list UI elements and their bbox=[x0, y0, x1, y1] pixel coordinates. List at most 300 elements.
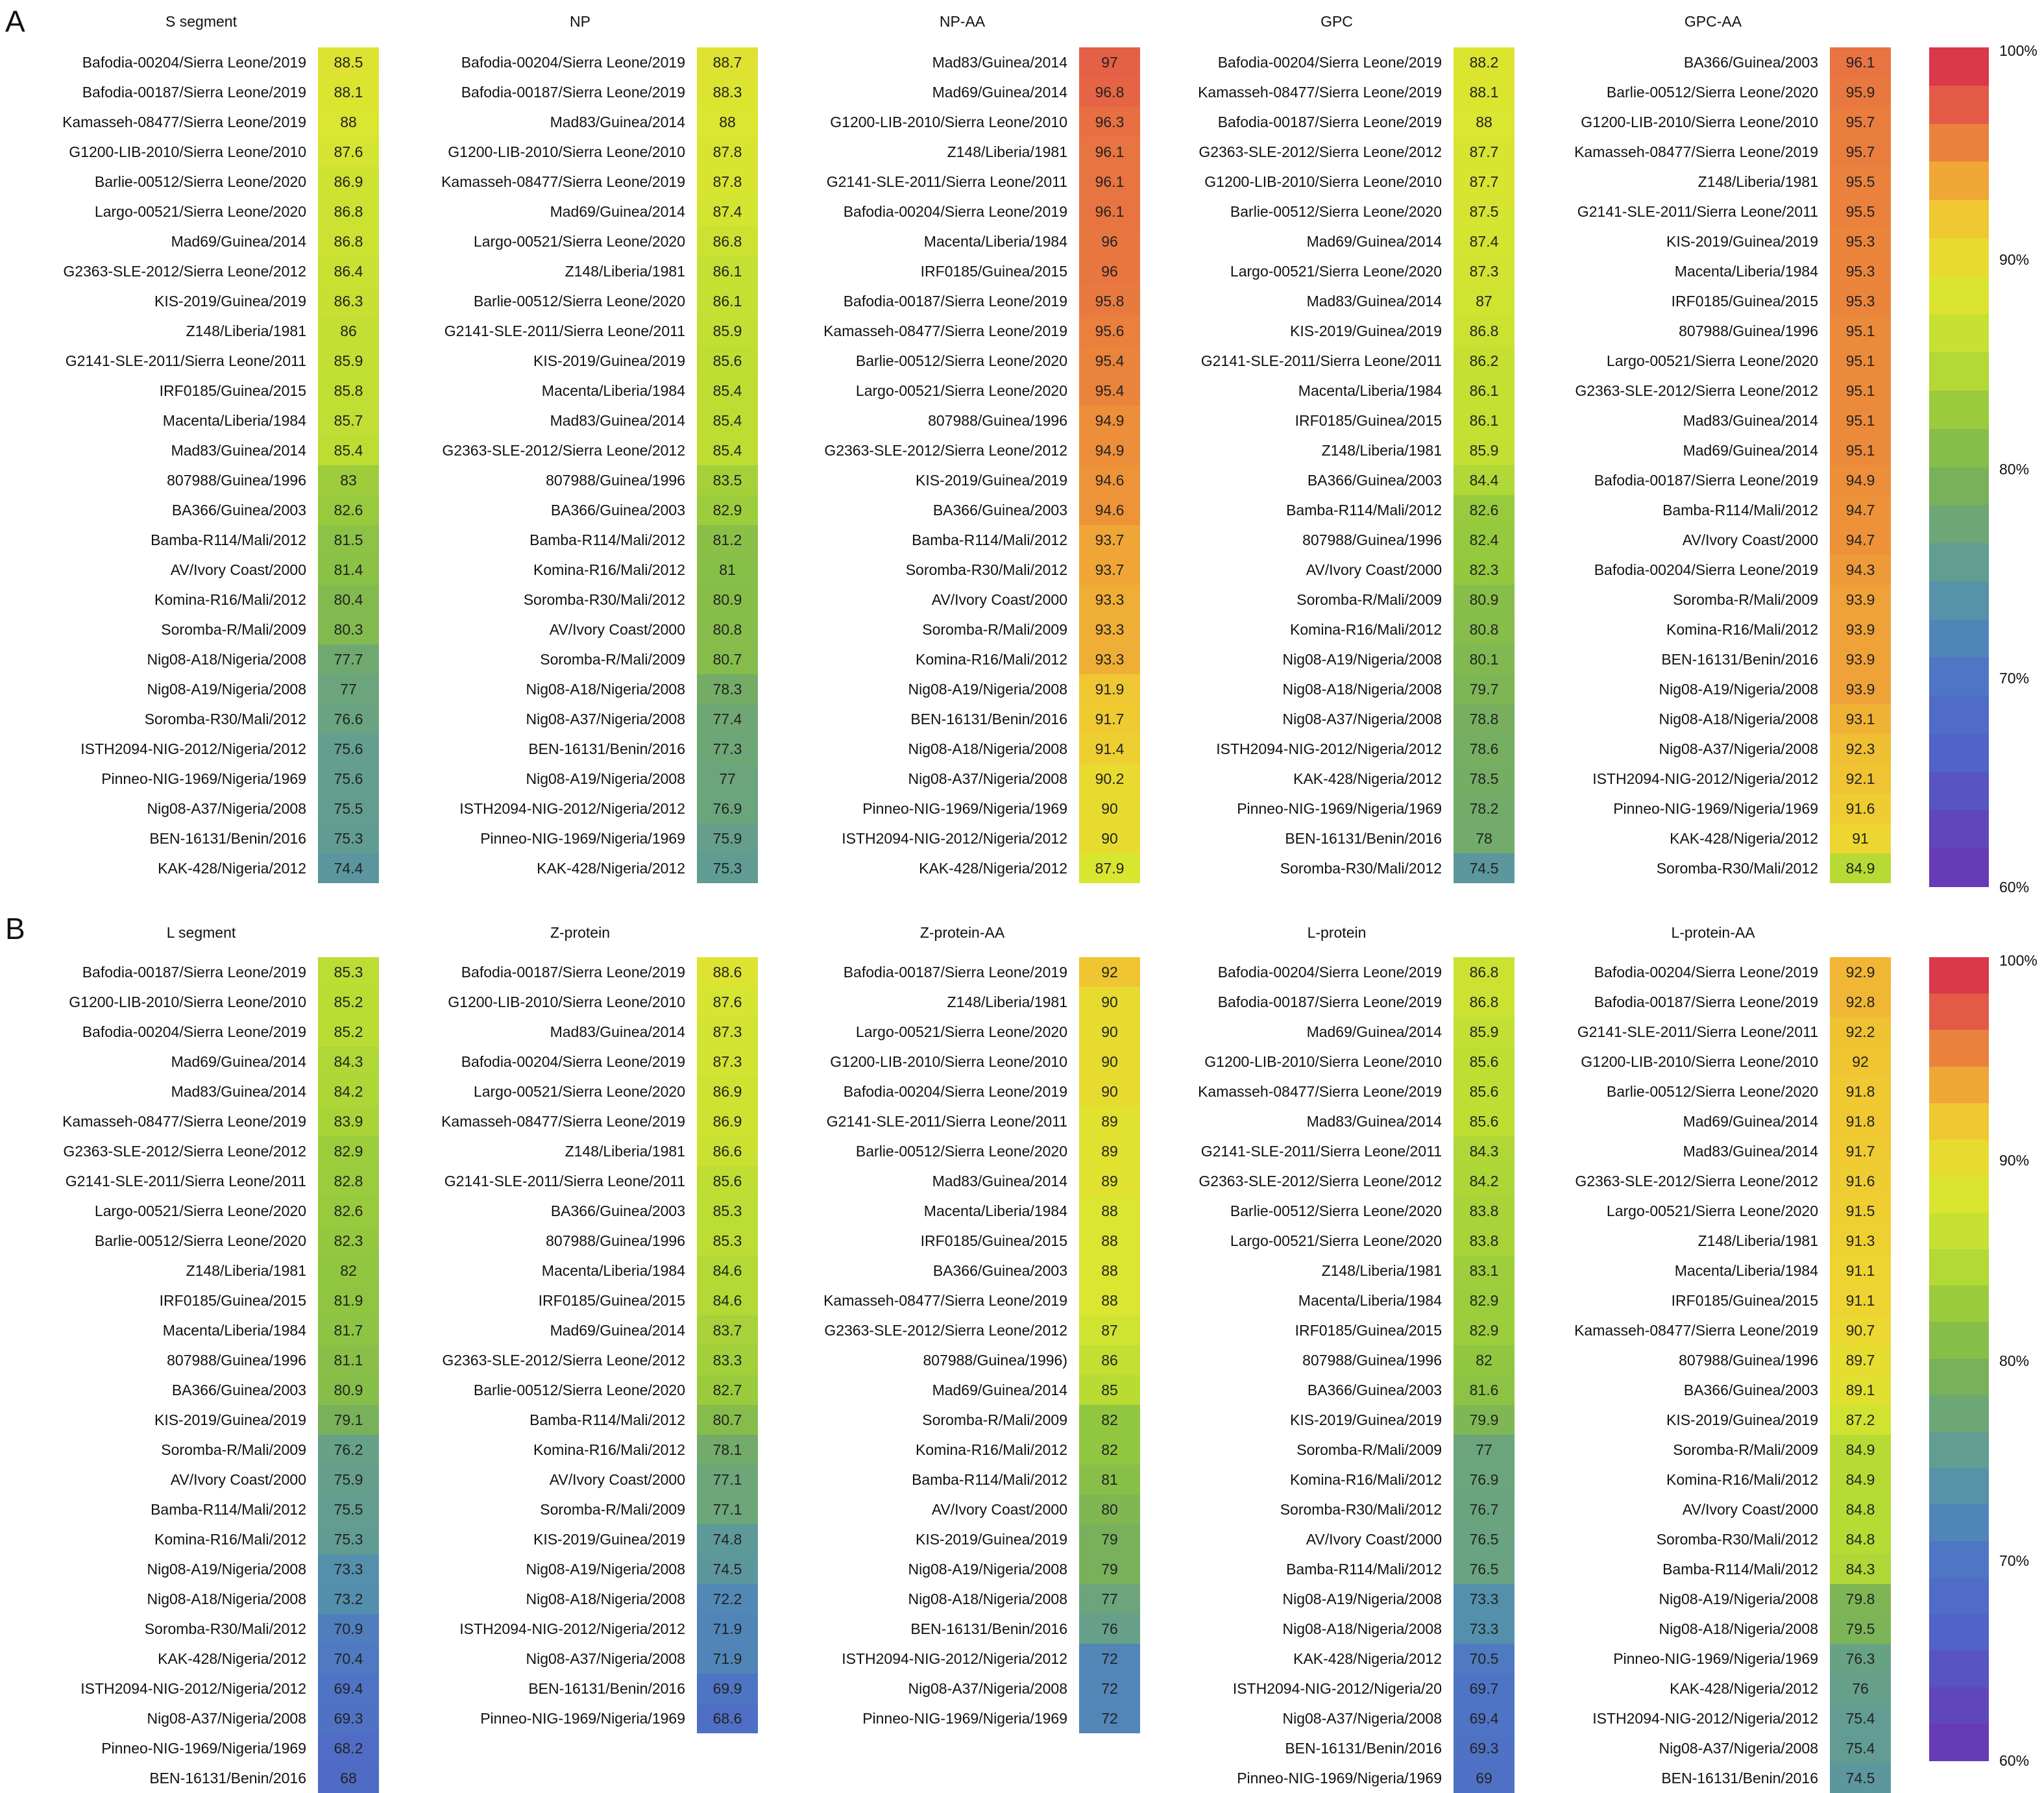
heatmap-cell: 74.5 bbox=[1454, 853, 1515, 883]
heatmap-cell: 73.3 bbox=[318, 1554, 379, 1584]
row-label: Nig08-A19/Nigeria/2008 bbox=[1282, 651, 1442, 668]
row-label: Barlie-00512/Sierra Leone/2020 bbox=[473, 293, 685, 310]
heatmap-cell: 77.3 bbox=[697, 734, 758, 764]
heatmap-cell: 80.8 bbox=[697, 615, 758, 644]
heatmap-cell: 94.9 bbox=[1079, 435, 1140, 465]
color-scale-band bbox=[1929, 467, 1989, 506]
heatmap-cell: 74.8 bbox=[697, 1524, 758, 1554]
row-label: ISTH2094-NIG-2012/Nigeria/2012 bbox=[459, 1620, 685, 1637]
row-label: AV/Ivory Coast/2000 bbox=[1306, 561, 1442, 578]
row-label: G2141-SLE-2011/Sierra Leone/2011 bbox=[444, 1173, 685, 1189]
row-label: Soromba-R30/Mali/2012 bbox=[144, 711, 306, 727]
row-label: Largo-00521/Sierra Leone/2020 bbox=[1606, 352, 1818, 369]
heatmap-cell: 84.2 bbox=[1454, 1166, 1515, 1196]
heatmap-cell: 89 bbox=[1079, 1136, 1140, 1166]
row-label: Largo-00521/Sierra Leone/2020 bbox=[1230, 1232, 1442, 1249]
row-label: IRF0185/Guinea/2015 bbox=[1671, 1292, 1818, 1309]
heatmap-cell: 88 bbox=[1079, 1226, 1140, 1256]
heatmap-cell: 95.1 bbox=[1830, 406, 1891, 435]
heatmap-cell: 77 bbox=[318, 674, 379, 704]
row-label: IRF0185/Guinea/2015 bbox=[920, 263, 1067, 280]
heatmap-cell: 93.9 bbox=[1830, 615, 1891, 644]
heatmap-cell: 85.6 bbox=[1454, 1047, 1515, 1077]
row-label: KIS-2019/Guinea/2019 bbox=[533, 1531, 685, 1548]
color-scale-band bbox=[1929, 1140, 1989, 1177]
row-label: BA366/Guinea/2003 bbox=[1683, 1382, 1818, 1398]
heatmap-cell: 85.6 bbox=[697, 1166, 758, 1196]
row-label: Soromba-R30/Mali/2012 bbox=[1656, 860, 1818, 877]
heatmap-cell: 84.9 bbox=[1830, 853, 1891, 883]
heatmap-cell: 89.7 bbox=[1830, 1345, 1891, 1375]
row-label: 807988/Guinea/1996 bbox=[167, 472, 306, 489]
heatmap-cell: 79.7 bbox=[1454, 674, 1515, 704]
row-label: G1200-LIB-2010/Sierra Leone/2010 bbox=[830, 1053, 1067, 1070]
row-label: IRF0185/Guinea/2015 bbox=[538, 1292, 685, 1309]
color-scale-band bbox=[1929, 276, 1989, 315]
row-label: Bamba-R114/Mali/2012 bbox=[529, 531, 685, 548]
heatmap-cell: 86.3 bbox=[318, 286, 379, 316]
row-label: Pinneo-NIG-1969/Nigeria/1969 bbox=[1613, 800, 1818, 817]
row-label: Soromba-R30/Mali/2012 bbox=[1280, 1501, 1442, 1518]
row-label: G1200-LIB-2010/Sierra Leone/2010 bbox=[830, 114, 1067, 130]
row-label: BA366/Guinea/2003 bbox=[171, 502, 306, 518]
row-label: 807988/Guinea/1996 bbox=[1302, 1352, 1442, 1369]
heatmap-cell: 93.3 bbox=[1079, 615, 1140, 644]
heatmap-cell: 82.8 bbox=[318, 1166, 379, 1196]
row-label: 807988/Guinea/1996 bbox=[928, 412, 1067, 429]
heatmap-cell: 86 bbox=[1079, 1345, 1140, 1375]
heatmap-cell: 79.1 bbox=[318, 1405, 379, 1435]
heatmap-cell: 95.6 bbox=[1079, 316, 1140, 346]
heatmap-cell: 93.7 bbox=[1079, 555, 1140, 585]
row-label: Bafodia-00204/Sierra Leone/2019 bbox=[843, 1083, 1067, 1100]
heatmap-cell: 91.8 bbox=[1830, 1077, 1891, 1106]
heatmap-cell: 79 bbox=[1079, 1554, 1140, 1584]
heatmap-cell: 82.9 bbox=[697, 495, 758, 525]
heatmap-cell: 80.1 bbox=[1454, 644, 1515, 674]
heatmap-cell: 75.9 bbox=[318, 1465, 379, 1494]
heatmap-cell: 92.2 bbox=[1830, 1017, 1891, 1047]
row-label: G1200-LIB-2010/Sierra Leone/2010 bbox=[1581, 1053, 1818, 1070]
row-label: Kamasseh-08477/Sierra Leone/2019 bbox=[1198, 84, 1442, 101]
heatmap-cell: 90 bbox=[1079, 1077, 1140, 1106]
heatmap-cell: 83 bbox=[318, 465, 379, 495]
row-label: Komina-R16/Mali/2012 bbox=[1666, 621, 1818, 638]
heatmap-cell: 69 bbox=[1454, 1763, 1515, 1793]
heatmap-cell: 96.1 bbox=[1079, 167, 1140, 197]
heatmap-cell: 87.4 bbox=[697, 197, 758, 226]
row-label: Mad83/Guinea/2014 bbox=[1306, 293, 1442, 310]
row-label: Nig08-A18/Nigeria/2008 bbox=[1282, 1620, 1442, 1637]
row-label: BA366/Guinea/2003 bbox=[550, 502, 685, 518]
row-label: BEN-16131/Benin/2016 bbox=[910, 711, 1067, 727]
heatmap-cell: 87.5 bbox=[1454, 197, 1515, 226]
color-scale-tick-label: 90% bbox=[1999, 251, 2030, 268]
color-scale-band bbox=[1929, 772, 1989, 811]
row-label: BEN-16131/Benin/2016 bbox=[528, 740, 685, 757]
heatmap-cell: 73.2 bbox=[318, 1584, 379, 1614]
row-label: G2141-SLE-2011/Sierra Leone/2011 bbox=[65, 1173, 306, 1189]
heatmap-cell: 74.5 bbox=[1830, 1763, 1891, 1793]
heatmap-cell: 78.2 bbox=[1454, 794, 1515, 823]
heatmap-cell: 91.6 bbox=[1830, 794, 1891, 823]
row-label: G2141-SLE-2011/Sierra Leone/2011 bbox=[65, 352, 306, 369]
color-scale-band bbox=[1929, 1687, 1989, 1725]
row-label: Bafodia-00204/Sierra Leone/2019 bbox=[82, 54, 306, 71]
row-label: Bafodia-00204/Sierra Leone/2019 bbox=[1217, 964, 1442, 981]
heatmap-cell: 72 bbox=[1079, 1644, 1140, 1674]
heatmap-cell: 81.1 bbox=[318, 1345, 379, 1375]
row-label: Pinneo-NIG-1969/Nigeria/1969 bbox=[1237, 800, 1442, 817]
row-label: Bafodia-00187/Sierra Leone/2019 bbox=[1594, 472, 1818, 489]
row-label: Mad83/Guinea/2014 bbox=[1683, 1143, 1818, 1160]
row-label: G1200-LIB-2010/Sierra Leone/2010 bbox=[448, 143, 685, 160]
heatmap-cell: 79.8 bbox=[1830, 1584, 1891, 1614]
row-label: Soromba-R/Mali/2009 bbox=[1296, 1441, 1442, 1458]
row-label: IRF0185/Guinea/2015 bbox=[920, 1232, 1067, 1249]
heatmap-cell: 82.3 bbox=[1454, 555, 1515, 585]
heatmap-cell: 95.3 bbox=[1830, 256, 1891, 286]
heatmap-cell: 84.8 bbox=[1830, 1494, 1891, 1524]
row-label: AV/Ivory Coast/2000 bbox=[931, 591, 1067, 608]
color-scale-tick-label: 100% bbox=[1999, 952, 2038, 969]
row-label: Nig08-A18/Nigeria/2008 bbox=[1282, 681, 1442, 698]
row-label: Nig08-A18/Nigeria/2008 bbox=[526, 1591, 685, 1607]
heatmap-cell: 82.4 bbox=[1454, 525, 1515, 555]
color-scale-band bbox=[1929, 352, 1989, 391]
row-label: KAK-428/Nigeria/2012 bbox=[537, 860, 685, 877]
row-label: Soromba-R/Mali/2009 bbox=[1296, 591, 1442, 608]
heatmap-cell: 91.3 bbox=[1830, 1226, 1891, 1256]
heatmap-cell: 92.1 bbox=[1830, 764, 1891, 794]
row-label: Nig08-A37/Nigeria/2008 bbox=[147, 1710, 306, 1727]
heatmap-cell: 74.4 bbox=[318, 853, 379, 883]
row-label: Bamba-R114/Mali/2012 bbox=[912, 1471, 1067, 1488]
row-label: G2363-SLE-2012/Sierra Leone/2012 bbox=[63, 1143, 306, 1160]
row-label: G2141-SLE-2011/Sierra Leone/2011 bbox=[1577, 203, 1818, 220]
row-label: KIS-2019/Guinea/2019 bbox=[1666, 233, 1818, 250]
row-label: Nig08-A37/Nigeria/2008 bbox=[908, 1680, 1067, 1697]
heatmap-cell: 84.6 bbox=[697, 1286, 758, 1315]
row-label: G2363-SLE-2012/Sierra Leone/2012 bbox=[1575, 1173, 1818, 1189]
row-label: Nig08-A19/Nigeria/2008 bbox=[1282, 1591, 1442, 1607]
heatmap-cell: 72 bbox=[1079, 1703, 1140, 1733]
heatmap-cell: 83.5 bbox=[697, 465, 758, 495]
heatmap-cell: 86.8 bbox=[318, 226, 379, 256]
row-label: Mad83/Guinea/2014 bbox=[1683, 412, 1818, 429]
heatmap-cell: 92.9 bbox=[1830, 957, 1891, 987]
row-label: Komina-R16/Mali/2012 bbox=[533, 1441, 685, 1458]
row-label: Bafodia-00204/Sierra Leone/2019 bbox=[1217, 54, 1442, 71]
row-label: Nig08-A37/Nigeria/2008 bbox=[908, 770, 1067, 787]
heatmap-cell: 88.6 bbox=[697, 957, 758, 987]
heatmap-cell: 82 bbox=[1454, 1345, 1515, 1375]
heatmap-cell: 78.8 bbox=[1454, 704, 1515, 734]
row-label: BEN-16131/Benin/2016 bbox=[149, 1770, 306, 1787]
row-label: Soromba-R/Mali/2009 bbox=[922, 1411, 1067, 1428]
row-label: AV/Ivory Coast/2000 bbox=[1306, 1531, 1442, 1548]
heatmap-cell: 92 bbox=[1830, 1047, 1891, 1077]
heatmap-cell: 75.5 bbox=[318, 794, 379, 823]
color-scale-band bbox=[1929, 696, 1989, 735]
heatmap-cell: 85.2 bbox=[318, 1017, 379, 1047]
row-label: Macenta/Liberia/1984 bbox=[1674, 263, 1818, 280]
heatmap-cell: 95.7 bbox=[1830, 137, 1891, 167]
color-scale-band bbox=[1929, 1650, 1989, 1688]
row-label: Bamba-R114/Mali/2012 bbox=[1662, 502, 1818, 518]
row-label: BA366/Guinea/2003 bbox=[932, 1262, 1067, 1279]
heatmap-cell: 75.3 bbox=[318, 1524, 379, 1554]
row-label: Z148/Liberia/1981 bbox=[1321, 442, 1442, 459]
heatmap-cell: 74.5 bbox=[697, 1554, 758, 1584]
heatmap-cell: 82.6 bbox=[1454, 495, 1515, 525]
heatmap-cell: 87.6 bbox=[697, 987, 758, 1017]
heatmap-cell: 87.7 bbox=[1454, 167, 1515, 197]
row-label: Nig08-A37/Nigeria/2008 bbox=[1659, 740, 1818, 757]
row-label: Komina-R16/Mali/2012 bbox=[916, 1441, 1067, 1458]
row-label: AV/Ivory Coast/2000 bbox=[1682, 1501, 1818, 1518]
column-title: NP bbox=[570, 13, 590, 30]
row-label: Bafodia-00204/Sierra Leone/2019 bbox=[82, 1023, 306, 1040]
color-scale-tick-label: 80% bbox=[1999, 461, 2030, 478]
heatmap-cell: 86.1 bbox=[697, 256, 758, 286]
row-label: Barlie-00512/Sierra Leone/2020 bbox=[473, 1382, 685, 1398]
color-scale-band bbox=[1929, 86, 1989, 125]
row-label: KAK-428/Nigeria/2012 bbox=[158, 1650, 306, 1667]
heatmap-cell: 86 bbox=[318, 316, 379, 346]
heatmap-cell: 77.1 bbox=[697, 1494, 758, 1524]
row-label: Nig08-A18/Nigeria/2008 bbox=[908, 1591, 1067, 1607]
row-label: AV/Ivory Coast/2000 bbox=[931, 1501, 1067, 1518]
heatmap-cell: 78.3 bbox=[697, 674, 758, 704]
row-label: Nig08-A19/Nigeria/2008 bbox=[908, 681, 1067, 698]
row-label: Soromba-R/Mali/2009 bbox=[540, 651, 685, 668]
color-scale-band bbox=[1929, 810, 1989, 849]
row-label: Soromba-R30/Mali/2012 bbox=[1656, 1531, 1818, 1548]
row-label: KAK-428/Nigeria/2012 bbox=[158, 860, 306, 877]
heatmap-cell: 87.3 bbox=[697, 1017, 758, 1047]
row-label: Largo-00521/Sierra Leone/2020 bbox=[94, 203, 306, 220]
heatmap-cell: 91.1 bbox=[1830, 1256, 1891, 1286]
heatmap-cell: 88.5 bbox=[318, 47, 379, 77]
heatmap-cell: 93.9 bbox=[1830, 644, 1891, 674]
heatmap-cell: 95.5 bbox=[1830, 197, 1891, 226]
heatmap-cell: 83.8 bbox=[1454, 1226, 1515, 1256]
row-label: G2141-SLE-2011/Sierra Leone/2011 bbox=[1200, 1143, 1442, 1160]
row-label: Bamba-R114/Mali/2012 bbox=[1662, 1561, 1818, 1578]
heatmap-cell: 86.8 bbox=[1454, 987, 1515, 1017]
row-label: BEN-16131/Benin/2016 bbox=[528, 1680, 685, 1697]
row-label: Barlie-00512/Sierra Leone/2020 bbox=[94, 1232, 306, 1249]
heatmap-cell: 87.3 bbox=[1454, 256, 1515, 286]
heatmap-cell: 69.7 bbox=[1454, 1674, 1515, 1703]
color-scale-band bbox=[1929, 314, 1989, 353]
row-label: Komina-R16/Mali/2012 bbox=[154, 591, 306, 608]
heatmap-cell: 89 bbox=[1079, 1106, 1140, 1136]
row-label: Bafodia-00204/Sierra Leone/2019 bbox=[1594, 964, 1818, 981]
row-label: Z148/Liberia/1981 bbox=[186, 1262, 306, 1279]
heatmap-cell: 77.1 bbox=[697, 1465, 758, 1494]
row-label: G2363-SLE-2012/Sierra Leone/2012 bbox=[1198, 1173, 1442, 1189]
heatmap-cell: 87.3 bbox=[697, 1047, 758, 1077]
row-label: KIS-2019/Guinea/2019 bbox=[154, 1411, 306, 1428]
heatmap-cell: 85.9 bbox=[318, 346, 379, 376]
color-scale-tick-label: 90% bbox=[1999, 1152, 2030, 1169]
row-label: Nig08-A19/Nigeria/2008 bbox=[526, 1561, 685, 1578]
row-label: Nig08-A37/Nigeria/2008 bbox=[526, 1650, 685, 1667]
row-label: Bafodia-00187/Sierra Leone/2019 bbox=[843, 964, 1067, 981]
color-scale-band bbox=[1929, 429, 1989, 468]
row-label: Mad83/Guinea/2014 bbox=[550, 114, 685, 130]
row-label: KIS-2019/Guinea/2019 bbox=[154, 293, 306, 310]
row-label: Z148/Liberia/1981 bbox=[1697, 173, 1818, 190]
heatmap-cell: 76 bbox=[1079, 1614, 1140, 1644]
heatmap-cell: 88.1 bbox=[318, 77, 379, 107]
row-label: Nig08-A18/Nigeria/2008 bbox=[526, 681, 685, 698]
column-title: L-protein bbox=[1307, 924, 1367, 941]
row-label: AV/Ivory Coast/2000 bbox=[170, 1471, 306, 1488]
row-label: Barlie-00512/Sierra Leone/2020 bbox=[855, 352, 1067, 369]
row-label: Bafodia-00187/Sierra Leone/2019 bbox=[461, 964, 685, 981]
row-label: Largo-00521/Sierra Leone/2020 bbox=[94, 1202, 306, 1219]
color-scale-tick-label: 70% bbox=[1999, 670, 2030, 687]
heatmap-cell: 75.4 bbox=[1830, 1733, 1891, 1763]
heatmap-cell: 85.9 bbox=[1454, 1017, 1515, 1047]
heatmap-cell: 82.6 bbox=[318, 495, 379, 525]
row-label: BEN-16131/Benin/2016 bbox=[1661, 1770, 1818, 1787]
heatmap-cell: 82.3 bbox=[318, 1226, 379, 1256]
row-label: Barlie-00512/Sierra Leone/2020 bbox=[1606, 1083, 1818, 1100]
color-scale-band bbox=[1929, 543, 1989, 582]
heatmap-cell: 81.7 bbox=[318, 1315, 379, 1345]
row-label: G1200-LIB-2010/Sierra Leone/2010 bbox=[448, 994, 685, 1010]
heatmap-cell: 76.5 bbox=[1454, 1524, 1515, 1554]
heatmap-cell: 76.3 bbox=[1830, 1644, 1891, 1674]
color-scale-band bbox=[1929, 505, 1989, 544]
heatmap-cell: 84.9 bbox=[1830, 1435, 1891, 1465]
row-label: G2363-SLE-2012/Sierra Leone/2012 bbox=[1575, 382, 1818, 399]
heatmap-cell: 90.7 bbox=[1830, 1315, 1891, 1345]
row-label: 807988/Guinea/1996) bbox=[923, 1352, 1067, 1369]
row-label: ISTH2094-NIG-2012/Nigeria/2012 bbox=[1592, 1710, 1818, 1727]
row-label: Barlie-00512/Sierra Leone/2020 bbox=[1230, 203, 1442, 220]
heatmap-cell: 96 bbox=[1079, 226, 1140, 256]
heatmap-cell: 87.2 bbox=[1830, 1405, 1891, 1435]
row-label: Komina-R16/Mali/2012 bbox=[1290, 1471, 1442, 1488]
row-label: Soromba-R/Mali/2009 bbox=[161, 1441, 306, 1458]
heatmap-cell: 80 bbox=[1079, 1494, 1140, 1524]
heatmap-cell: 86.8 bbox=[697, 226, 758, 256]
heatmap-cell: 94.9 bbox=[1830, 465, 1891, 495]
heatmap-cell: 91.9 bbox=[1079, 674, 1140, 704]
heatmap-cell: 83.8 bbox=[1454, 1196, 1515, 1226]
color-scale-band bbox=[1929, 1395, 1989, 1433]
row-label: Pinneo-NIG-1969/Nigeria/1969 bbox=[862, 800, 1067, 817]
row-label: Soromba-R/Mali/2009 bbox=[161, 621, 306, 638]
color-scale-band bbox=[1929, 238, 1989, 277]
row-label: KAK-428/Nigeria/2012 bbox=[1293, 1650, 1442, 1667]
row-label: 807988/Guinea/1996 bbox=[546, 472, 685, 489]
color-scale-band bbox=[1929, 848, 1989, 887]
row-label: IRF0185/Guinea/2015 bbox=[1295, 1322, 1442, 1339]
row-label: G2141-SLE-2011/Sierra Leone/2011 bbox=[1200, 352, 1442, 369]
heatmap-cell: 96.1 bbox=[1079, 197, 1140, 226]
row-label: Soromba-R/Mali/2009 bbox=[1673, 591, 1818, 608]
heatmap-cell: 69.4 bbox=[318, 1674, 379, 1703]
heatmap-cell: 75.6 bbox=[318, 734, 379, 764]
row-label: Kamasseh-08477/Sierra Leone/2019 bbox=[441, 173, 685, 190]
heatmap-cell: 78 bbox=[1454, 823, 1515, 853]
heatmap-cell: 78.1 bbox=[697, 1435, 758, 1465]
heatmap-cell: 85.2 bbox=[318, 987, 379, 1017]
color-scale-band bbox=[1929, 1541, 1989, 1579]
row-label: Z148/Liberia/1981 bbox=[1321, 1262, 1442, 1279]
row-label: Mad83/Guinea/2014 bbox=[550, 1023, 685, 1040]
row-label: KIS-2019/Guinea/2019 bbox=[1289, 1411, 1442, 1428]
heatmap-cell: 96.3 bbox=[1079, 107, 1140, 137]
heatmap-cell: 86.9 bbox=[697, 1106, 758, 1136]
row-label: 807988/Guinea/1996 bbox=[546, 1232, 685, 1249]
row-label: Bafodia-00204/Sierra Leone/2019 bbox=[843, 203, 1067, 220]
row-label: Bafodia-00187/Sierra Leone/2019 bbox=[1594, 994, 1818, 1010]
row-label: 807988/Guinea/1996 bbox=[1679, 1352, 1818, 1369]
heatmap-cell: 72 bbox=[1079, 1674, 1140, 1703]
row-label: Largo-00521/Sierra Leone/2020 bbox=[1606, 1202, 1818, 1219]
row-label: ISTH2094-NIG-2012/Nigeria/2012 bbox=[80, 740, 306, 757]
row-label: G2363-SLE-2012/Sierra Leone/2012 bbox=[442, 1352, 685, 1369]
heatmap-cell: 85.3 bbox=[697, 1226, 758, 1256]
row-label: Bamba-R114/Mali/2012 bbox=[912, 531, 1067, 548]
row-label: AV/Ivory Coast/2000 bbox=[170, 561, 306, 578]
row-label: Kamasseh-08477/Sierra Leone/2019 bbox=[823, 1292, 1067, 1309]
heatmap-cell: 94.3 bbox=[1830, 555, 1891, 585]
heatmap-cell: 76.9 bbox=[1454, 1465, 1515, 1494]
row-label: IRF0185/Guinea/2015 bbox=[1295, 412, 1442, 429]
heatmap-cell: 87.7 bbox=[1454, 137, 1515, 167]
column-title: S segment bbox=[165, 13, 237, 30]
row-label: Mad83/Guinea/2014 bbox=[932, 1173, 1067, 1189]
row-label: Nig08-A19/Nigeria/2008 bbox=[1659, 681, 1818, 698]
heatmap-cell: 84.9 bbox=[1830, 1465, 1891, 1494]
row-label: Kamasseh-08477/Sierra Leone/2019 bbox=[1574, 1322, 1818, 1339]
heatmap-cell: 95.9 bbox=[1830, 77, 1891, 107]
row-label: Mad69/Guinea/2014 bbox=[171, 1053, 306, 1070]
row-label: G1200-LIB-2010/Sierra Leone/2010 bbox=[1204, 173, 1442, 190]
row-label: ISTH2094-NIG-2012/Nigeria/20 bbox=[1232, 1680, 1442, 1697]
color-scale-band bbox=[1929, 391, 1989, 430]
row-label: ISTH2094-NIG-2012/Nigeria/2012 bbox=[842, 830, 1067, 847]
row-label: AV/Ivory Coast/2000 bbox=[1682, 531, 1818, 548]
heatmap-cell: 90 bbox=[1079, 823, 1140, 853]
color-scale-band bbox=[1929, 1213, 1989, 1250]
heatmap-cell: 87.8 bbox=[697, 137, 758, 167]
row-label: Bafodia-00187/Sierra Leone/2019 bbox=[1217, 114, 1442, 130]
color-scale-band bbox=[1929, 47, 1989, 86]
row-label: Mad69/Guinea/2014 bbox=[932, 1382, 1067, 1398]
row-label: Nig08-A19/Nigeria/2008 bbox=[1659, 1591, 1818, 1607]
heatmap-cell: 96 bbox=[1079, 256, 1140, 286]
heatmap-cell: 85.7 bbox=[318, 406, 379, 435]
heatmap-cell: 83.9 bbox=[318, 1106, 379, 1136]
heatmap-cell: 93.7 bbox=[1079, 525, 1140, 555]
row-label: Bafodia-00204/Sierra Leone/2019 bbox=[461, 54, 685, 71]
heatmap-cell: 75.3 bbox=[697, 853, 758, 883]
row-label: Largo-00521/Sierra Leone/2020 bbox=[1230, 263, 1442, 280]
row-label: KIS-2019/Guinea/2019 bbox=[915, 472, 1067, 489]
row-label: AV/Ivory Coast/2000 bbox=[549, 1471, 685, 1488]
heatmap-cell: 82 bbox=[1079, 1405, 1140, 1435]
row-label: Macenta/Liberia/1984 bbox=[1674, 1262, 1818, 1279]
